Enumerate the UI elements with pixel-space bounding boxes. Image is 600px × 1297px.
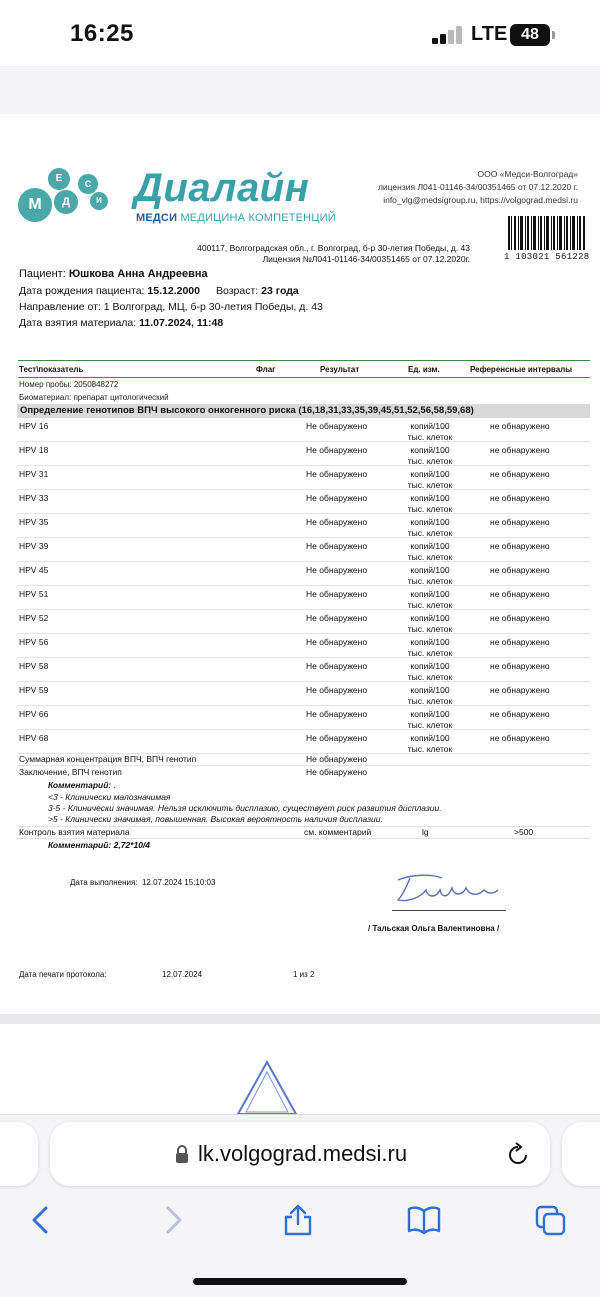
row-result: Не обнаружено — [306, 637, 368, 647]
row-unit-line: тыс. клеток — [407, 504, 453, 514]
brand-subtitle: МЕДСИ МЕДИЦИНА КОМПЕТЕНЦИЙ — [136, 212, 336, 224]
table-header-rule — [18, 377, 590, 378]
row-unit-line: копий/100 — [410, 517, 450, 527]
table-row — [17, 767, 590, 779]
row-result: Не обнаружено — [306, 709, 368, 719]
org-info — [318, 168, 578, 207]
comment-line: 3-5 - Клинически значимая. Нельзя исключить дисплазию, существует риск развития дисплазии. — [48, 803, 442, 813]
row-test: HPV 39 — [19, 541, 49, 551]
row-reference: не обнаружено — [490, 469, 550, 479]
collection-date: Дата взятия материала: 11.07.2024, 11:48 — [19, 317, 224, 329]
signature-icon — [392, 868, 502, 908]
share-icon[interactable] — [281, 1204, 315, 1236]
logo-letter: Е — [48, 168, 70, 190]
row-unit-line: тыс. клеток — [407, 744, 453, 754]
row-result: Не обнаружено — [306, 517, 368, 527]
row-result: Не обнаружено — [306, 767, 368, 777]
row-test: HPV 16 — [19, 421, 49, 431]
print-date-label: Дата печати протокола: — [19, 970, 107, 979]
row-unit-line: копий/100 — [410, 421, 450, 431]
row-unit-line: тыс. клеток — [407, 552, 453, 562]
row-test: HPV 59 — [19, 685, 49, 695]
row-unit — [400, 733, 460, 755]
row-test: HPV 45 — [19, 565, 49, 575]
medsi-logo-icon — [18, 168, 110, 226]
table-row — [17, 610, 590, 634]
row-result: Не обнаружено — [306, 493, 368, 503]
table-row — [17, 706, 590, 730]
row-unit — [400, 445, 460, 467]
row-reference: не обнаружено — [490, 517, 550, 527]
table-row — [17, 826, 590, 839]
row-result: Не обнаружено — [306, 589, 368, 599]
row-unit-line: копий/100 — [410, 685, 450, 695]
row-test: Контроль взятия материала — [19, 827, 130, 837]
page-number: 1 из 2 — [293, 970, 315, 979]
row-reference: не обнаружено — [490, 565, 550, 575]
row-result: Не обнаружено — [306, 661, 368, 671]
logo-letter: Д — [54, 190, 78, 214]
previous-tab-pill[interactable] — [0, 1122, 38, 1186]
referral: Направление от: 1 Волгоград, МЦ, б-р 30-летия Победы, д. 43 — [19, 301, 323, 313]
row-unit — [400, 493, 460, 515]
barcode-number: 1 103021 561228 — [504, 252, 590, 262]
patient-name: Пациент: Юшкова Анна Андреевна — [19, 268, 208, 280]
col-header-reference: Референсные интервалы — [470, 365, 573, 374]
row-unit-line: копий/100 — [410, 589, 450, 599]
col-header-result: Результат — [320, 365, 360, 374]
status-bar — [0, 0, 600, 66]
row-unit — [400, 565, 460, 587]
row-test: HPV 18 — [19, 445, 49, 455]
row-unit-line: тыс. клеток — [407, 624, 453, 634]
row-reference: не обнаружено — [490, 541, 550, 551]
comment-line: >5 - Клинически значимая, повышенная. Высокая вероятность наличия дисплазии. — [48, 814, 383, 824]
row-test: HPV 58 — [19, 661, 49, 671]
row-unit-line: копий/100 — [410, 709, 450, 719]
row-unit-line: тыс. клеток — [407, 648, 453, 658]
row-unit-line: копий/100 — [410, 469, 450, 479]
row-reference: не обнаружено — [490, 685, 550, 695]
col-header-flag: Флаг — [256, 365, 276, 374]
row-unit — [400, 517, 460, 539]
row-unit-line: копий/100 — [410, 661, 450, 671]
row-reference: >500 — [514, 827, 534, 837]
row-unit-line: копий/100 — [410, 733, 450, 743]
row-reference: не обнаружено — [490, 661, 550, 671]
row-result: Не обнаружено — [306, 421, 368, 431]
row-test: HPV 52 — [19, 613, 49, 623]
row-unit-line: тыс. клеток — [407, 600, 453, 610]
row-reference: не обнаружено — [490, 613, 550, 623]
table-row — [17, 490, 590, 514]
control-comment: Комментарий: 2,72*10/4 — [48, 840, 151, 850]
table-row — [17, 538, 590, 562]
row-unit — [400, 709, 460, 731]
next-tab-pill[interactable] — [562, 1122, 600, 1186]
row-unit-line: тыс. клеток — [407, 696, 453, 706]
comment-label: Комментарий: . — [48, 780, 116, 790]
row-result: см. комментарий — [304, 827, 372, 837]
row-test: HPV 56 — [19, 637, 49, 647]
row-reference: не обнаружено — [490, 733, 550, 743]
row-unit — [400, 589, 460, 611]
barcode-icon — [508, 216, 586, 250]
stamp-icon — [236, 1060, 298, 1114]
table-row — [17, 418, 590, 442]
row-reference: не обнаружено — [490, 445, 550, 455]
table-row — [17, 562, 590, 586]
org-contacts: info_vlg@medsigroup.ru, https://volgograd.medsi.ru — [383, 195, 578, 205]
signature-line — [392, 910, 506, 911]
org-license: лицензия Л041-01146-34/00351465 от 07.12.2020 г. — [377, 182, 578, 192]
row-result: Не обнаружено — [306, 754, 368, 764]
row-result: Не обнаружено — [306, 565, 368, 575]
url-text[interactable]: lk.volgograd.medsi.ru — [198, 1141, 408, 1166]
row-result: Не обнаружено — [306, 541, 368, 551]
back-icon[interactable] — [24, 1204, 58, 1236]
bookmarks-icon[interactable] — [407, 1204, 441, 1236]
clinic-address: 400117, Волгоградская обл., г. Волгоград, б-р 30-летия Победы, д. 43 Лицензия №Л041-01146-34/00351465 от 07.12.2020г. — [197, 243, 470, 264]
biomaterial: Биоматериал: препарат цитологический — [19, 393, 169, 402]
row-unit-line: тыс. клеток — [407, 528, 453, 538]
col-header-test: Тест\показатель — [19, 365, 84, 374]
battery-icon: 48 — [510, 24, 550, 46]
row-reference: не обнаружено — [490, 637, 550, 647]
page-separator — [0, 1014, 600, 1024]
table-row — [17, 682, 590, 706]
row-unit-line: тыс. клеток — [407, 672, 453, 682]
table-row — [17, 442, 590, 466]
row-unit — [400, 421, 460, 443]
row-test: HPV 35 — [19, 517, 49, 527]
viewer-background — [0, 66, 600, 114]
row-unit-line: копий/100 — [410, 637, 450, 647]
table-row — [17, 586, 590, 610]
row-test: HPV 31 — [19, 469, 49, 479]
row-unit — [400, 685, 460, 707]
row-reference: не обнаружено — [490, 709, 550, 719]
row-test: HPV 68 — [19, 733, 49, 743]
sample-number: Номер пробы: 2050848272 — [19, 380, 119, 389]
row-result: Не обнаружено — [306, 469, 368, 479]
row-reference: не обнаружено — [490, 493, 550, 503]
table-row — [17, 754, 590, 766]
row-unit-line: копий/100 — [410, 541, 450, 551]
network-type: LTE — [471, 23, 508, 45]
row-unit-line: тыс. клеток — [407, 432, 453, 442]
signal-icon — [432, 26, 464, 44]
print-date: 12.07.2024 — [162, 970, 203, 979]
status-time: 16:25 — [70, 20, 134, 47]
row-unit: lg — [422, 827, 429, 837]
patient-dob: Дата рождения пациента: 15.12.2000 — [19, 285, 200, 297]
table-row — [17, 634, 590, 658]
row-result: Не обнаружено — [306, 685, 368, 695]
row-test: HPV 33 — [19, 493, 49, 503]
logo-letter: М — [18, 188, 52, 222]
row-test: Заключение, ВПЧ генотип — [19, 767, 122, 777]
row-unit-line: копий/100 — [410, 445, 450, 455]
row-reference: не обнаружено — [490, 589, 550, 599]
row-unit-line: тыс. клеток — [407, 720, 453, 730]
patient-age: Возраст: 23 года — [216, 285, 299, 297]
row-test: Суммарная концентрация ВПЧ, ВПЧ генотип — [19, 754, 197, 764]
logo-letter: И — [90, 192, 108, 210]
row-unit-line: тыс. клеток — [407, 480, 453, 490]
comment-line: <3 - Клинически малозначимая — [48, 792, 171, 802]
row-unit-line: тыс. клеток — [407, 456, 453, 466]
row-unit — [400, 541, 460, 563]
forward-icon[interactable] — [156, 1204, 190, 1236]
row-unit — [400, 613, 460, 635]
reload-icon[interactable] — [506, 1141, 530, 1167]
row-unit-line: копий/100 — [410, 613, 450, 623]
table-row — [17, 514, 590, 538]
row-result: Не обнаружено — [306, 733, 368, 743]
row-test: HPV 66 — [19, 709, 49, 719]
tabs-icon[interactable] — [534, 1204, 568, 1236]
brand-name: Диалайн — [134, 166, 310, 210]
table-row — [17, 730, 590, 754]
row-unit — [400, 469, 460, 491]
test-group-title: Определение генотипов ВПЧ высокого онкогенного риска (16,18,31,33,35,39,45,51,52,56,58,59,68) — [17, 404, 590, 418]
col-header-unit: Ед. изм. — [408, 365, 440, 374]
org-name: ООО «Медси-Волгоград» — [477, 169, 578, 179]
row-test: HPV 51 — [19, 589, 49, 599]
row-unit — [400, 637, 460, 659]
table-top-rule — [18, 360, 590, 361]
row-unit-line: копий/100 — [410, 493, 450, 503]
signer-name: / Тальская Ольга Валентиновна / — [368, 924, 500, 933]
document-page-2[interactable] — [0, 1024, 600, 1114]
row-reference: не обнаружено — [490, 421, 550, 431]
row-unit-line: тыс. клеток — [407, 576, 453, 586]
execution-date: Дата выполнения: 12.07.2024 15:10:03 — [70, 878, 216, 887]
home-indicator[interactable] — [193, 1278, 407, 1285]
row-unit — [400, 661, 460, 683]
lock-icon — [175, 1145, 189, 1163]
row-unit-line: копий/100 — [410, 565, 450, 575]
table-row — [17, 466, 590, 490]
table-row — [17, 658, 590, 682]
row-result: Не обнаружено — [306, 445, 368, 455]
battery-nub — [552, 31, 555, 39]
logo-letter: С — [78, 174, 98, 194]
row-result: Не обнаружено — [306, 613, 368, 623]
